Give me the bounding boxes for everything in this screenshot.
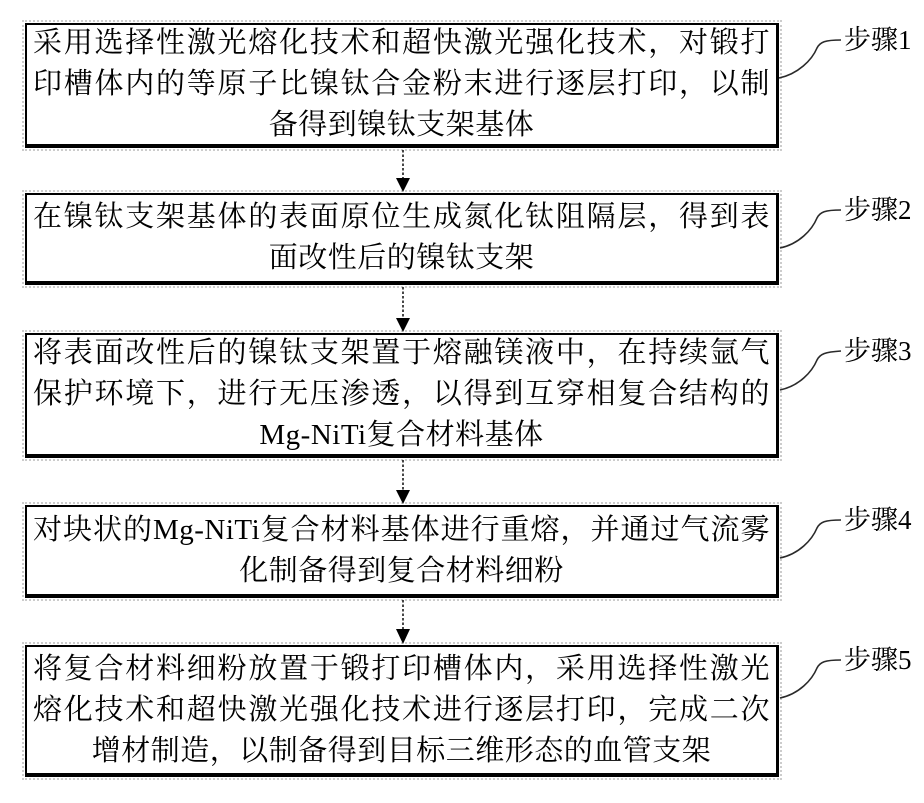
leader-line-step-4 bbox=[780, 520, 841, 558]
step-label-4: 步骤4 bbox=[844, 505, 912, 535]
down-arrow-icon bbox=[396, 460, 410, 504]
step-box-5 bbox=[25, 645, 779, 777]
step-label-3: 步骤3 bbox=[844, 336, 912, 366]
step-box-4-text: 对块状的Mg-NiTi复合材料基体进行重熔，并通过气流雾化制备得到复合材料细粉 bbox=[33, 513, 770, 587]
down-arrow-icon bbox=[396, 287, 410, 332]
leader-line-step-1 bbox=[779, 40, 841, 78]
step-box-1-text: 采用选择性激光熔化技术和超快激光强化技术，对锻打印槽体内的等原子比镍钛合金粉末进行逐层打印，以制备得到镍钛支架基体 bbox=[33, 27, 770, 141]
step-box-2-text: 在镍钛支架基体的表面原位生成氮化钛阻隔层，得到表面改性后的镍钛支架 bbox=[33, 201, 770, 274]
leader-line-step-3 bbox=[780, 351, 841, 390]
step-box-1 bbox=[25, 23, 779, 148]
step-box-2 bbox=[25, 193, 779, 285]
leader-line-step-2 bbox=[780, 210, 841, 248]
step-label-5: 步骤5 bbox=[844, 645, 912, 675]
step-box-3-text: 将表面改性后的镍钛支架置于熔融镁液中，在持续氩气保护环境下，进行无压渗透，以得到互穿相复合结构的Mg-NiTi复合材料基体 bbox=[33, 337, 770, 451]
step-box-3 bbox=[25, 333, 779, 458]
leader-line-step-5 bbox=[780, 660, 841, 698]
step-label-2: 步骤2 bbox=[844, 195, 912, 225]
step-box-5-text: 将复合材料细粉放置于锻打印槽体内，采用选择性激光熔化技术和超快激光强化技术进行逐层打印，完成二次增材制造，以制备得到目标三维形态的血管支架 bbox=[33, 652, 770, 767]
down-arrow-icon bbox=[396, 600, 410, 644]
down-arrow-icon bbox=[396, 150, 410, 192]
step-box-4 bbox=[25, 505, 779, 598]
step-label-1: 步骤1 bbox=[844, 25, 912, 55]
